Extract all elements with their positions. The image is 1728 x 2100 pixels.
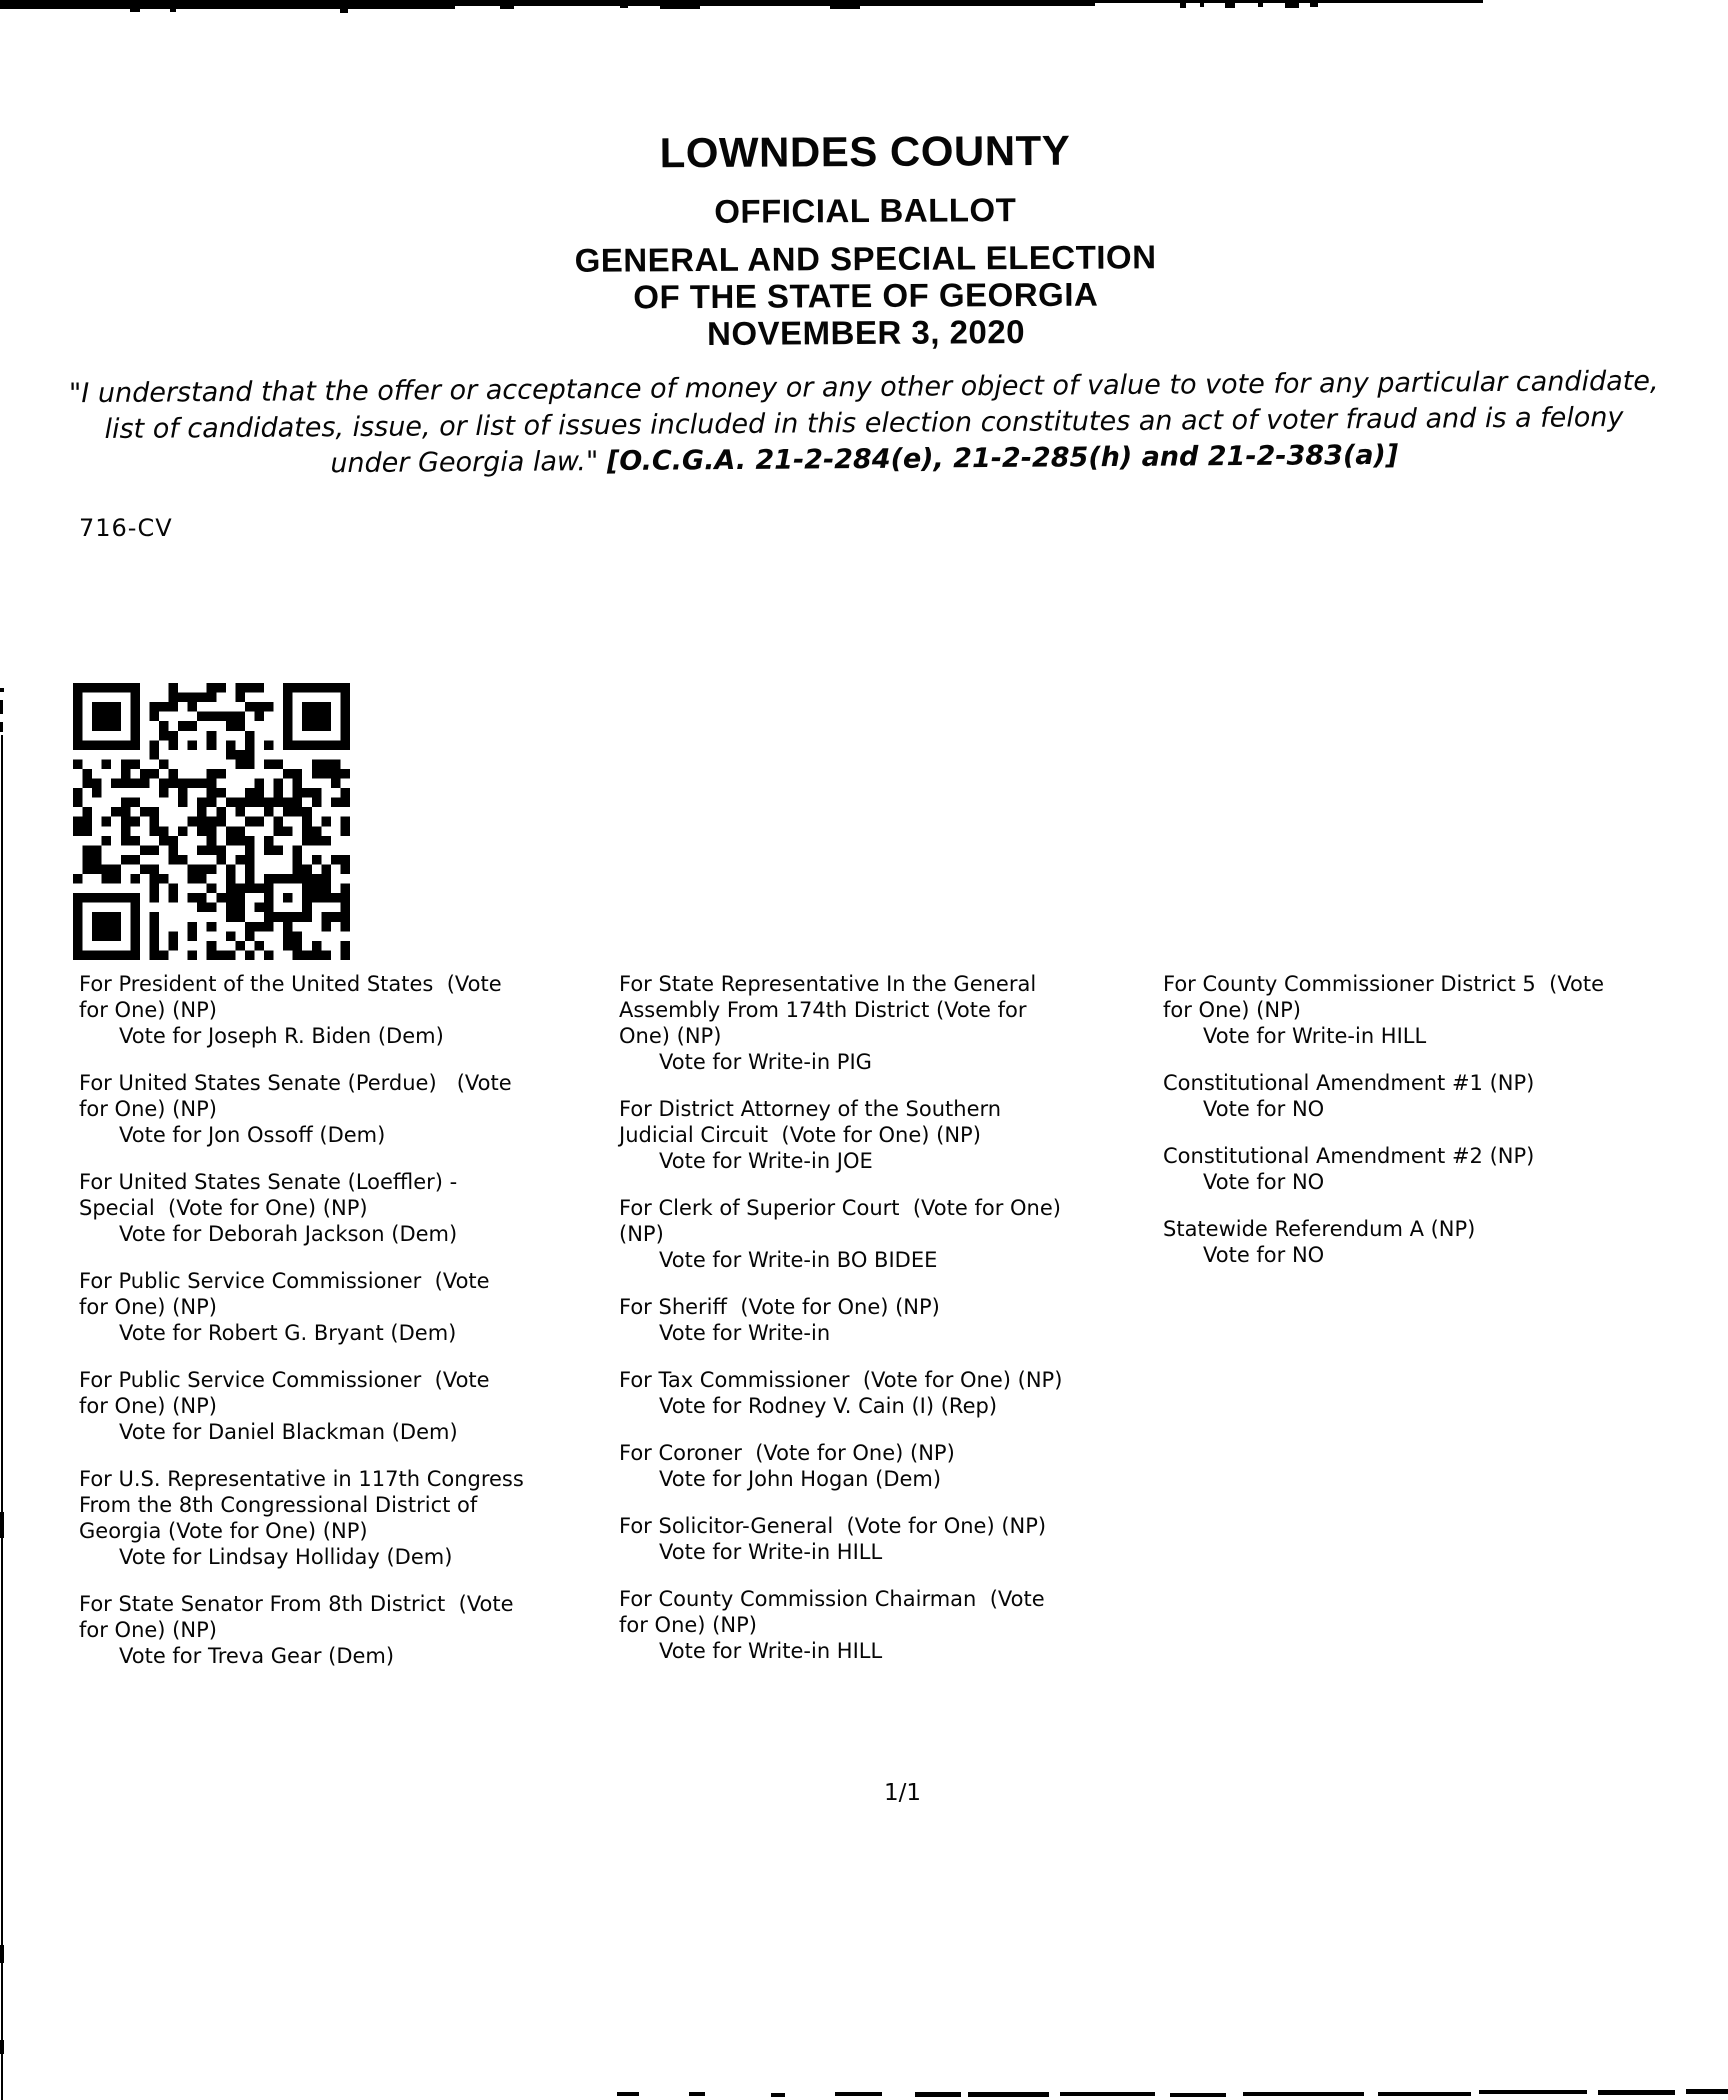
contest xyxy=(1163,971,1728,1049)
election-date: NOVEMBER 3, 2020 xyxy=(706,313,1026,352)
contest-selection: Vote for Write-in HILL xyxy=(1203,1024,1427,1048)
scan-mark xyxy=(1378,2092,1471,2096)
scan-mark xyxy=(620,5,628,8)
contest-title-line: For President of the United States (Vote xyxy=(79,972,502,996)
scan-mark xyxy=(0,1512,4,1538)
contest-selection: Vote for Write-in HILL xyxy=(659,1639,883,1663)
scan-mark xyxy=(835,2092,882,2096)
contest-selection: Vote for Jon Ossoff (Dem) xyxy=(119,1123,386,1147)
contest-title-line: Assembly From 174th District (Vote for xyxy=(619,998,1027,1022)
voter-fraud-disclaimer xyxy=(54,364,1675,485)
contest-title-line: For County Commission Chairman (Vote xyxy=(619,1587,1045,1611)
scan-mark xyxy=(1686,2089,1728,2094)
scan-mark xyxy=(455,0,1095,6)
contest-title-line: for One) (NP) xyxy=(619,1613,757,1637)
contest xyxy=(79,1591,611,1669)
scan-mark xyxy=(170,9,176,12)
contest xyxy=(79,1367,611,1445)
scan-mark xyxy=(0,688,4,692)
scan-mark xyxy=(968,2092,1049,2097)
contest-title-line: (NP) xyxy=(619,1222,664,1246)
contest-title-line: For Tax Commissioner (Vote for One) (NP) xyxy=(619,1368,1063,1392)
scan-mark xyxy=(0,722,3,732)
contest-title-line: Constitutional Amendment #2 (NP) xyxy=(1163,1144,1535,1168)
contest-title-line: For District Attorney of the Southern xyxy=(619,1097,1002,1121)
contest xyxy=(79,1466,611,1570)
contest-selection: Vote for Write-in PIG xyxy=(659,1050,872,1074)
contest-selection: Vote for Deborah Jackson (Dem) xyxy=(119,1222,458,1246)
contest xyxy=(79,1268,611,1346)
contest-selection: Vote for Joseph R. Biden (Dem) xyxy=(119,1024,444,1048)
contest-title-line: For United States Senate (Perdue) (Vote xyxy=(79,1071,512,1095)
contest-selection: Vote for John Hogan (Dem) xyxy=(659,1467,942,1491)
contest-column-2 xyxy=(619,971,1167,1685)
scan-mark xyxy=(1243,2092,1364,2096)
page-number: 1/1 xyxy=(884,1780,922,1806)
scan-mark xyxy=(1225,3,1235,8)
scan-mark xyxy=(0,0,455,9)
contest xyxy=(619,1440,1167,1492)
contest xyxy=(619,1294,1167,1346)
contest-title-line: for One) (NP) xyxy=(79,1097,217,1121)
contest-selection: Vote for Rodney V. Cain (I) (Rep) xyxy=(659,1394,998,1418)
qr-code-icon xyxy=(73,683,350,960)
scan-mark xyxy=(689,2092,705,2096)
county-title: LOWNDES COUNTY xyxy=(659,126,1071,177)
contest-title-line: for One) (NP) xyxy=(79,1394,217,1418)
contest xyxy=(1163,1216,1728,1268)
scan-mark xyxy=(0,2040,4,2054)
contest-title-line: For State Senator From 8th District (Vote xyxy=(79,1592,514,1616)
contest xyxy=(619,1586,1167,1664)
contest-title-line: For U.S. Representative in 117th Congress xyxy=(79,1467,524,1491)
contest-column-3 xyxy=(1163,971,1728,1289)
contest xyxy=(619,1513,1167,1565)
scan-mark xyxy=(830,5,860,9)
contest xyxy=(619,1367,1167,1419)
scan-mark xyxy=(1,735,3,2100)
contest xyxy=(1163,1070,1728,1122)
scan-mark xyxy=(1479,2090,1587,2094)
scan-mark xyxy=(1310,3,1318,7)
scan-mark xyxy=(1170,2093,1226,2097)
contest-selection: Vote for Treva Gear (Dem) xyxy=(119,1644,395,1668)
election-name-line2: OF THE STATE OF GEORGIA xyxy=(633,275,1099,316)
contest xyxy=(619,971,1167,1075)
scan-mark xyxy=(660,5,700,9)
scan-mark xyxy=(1060,2092,1155,2096)
contest xyxy=(1163,1143,1728,1195)
disclaimer-line2: list of candidates, issue, or list of issues included in this election constitutes an act of voter fraud and is a felony xyxy=(104,402,1624,445)
contest-title-line: for One) (NP) xyxy=(79,1295,217,1319)
election-name xyxy=(1,235,1728,357)
scan-mark xyxy=(617,2092,639,2096)
contest-title-line: For Sheriff (Vote for One) (NP) xyxy=(619,1295,940,1319)
contest xyxy=(79,971,611,1049)
contest-title-line: For Solicitor-General (Vote for One) (NP) xyxy=(619,1514,1047,1538)
scan-mark xyxy=(130,9,140,12)
contest-title-line: for One) (NP) xyxy=(79,998,217,1022)
contest xyxy=(79,1070,611,1148)
contest-selection: Vote for Write-in xyxy=(659,1321,831,1345)
contest-title-line: Constitutional Amendment #1 (NP) xyxy=(1163,1071,1535,1095)
scan-mark xyxy=(500,6,514,9)
contest-title-line: for One) (NP) xyxy=(1163,998,1301,1022)
contest-title-line: For United States Senate (Loeffler) - xyxy=(79,1170,458,1194)
contest-selection: Vote for Robert G. Bryant (Dem) xyxy=(119,1321,457,1345)
contest-selection: Vote for NO xyxy=(1203,1170,1325,1194)
scan-mark xyxy=(1258,3,1263,7)
scan-mark xyxy=(1200,3,1204,7)
disclaimer-line1: "I understand that the offer or acceptance of money or any other object of value to vote for any particular candidate, xyxy=(68,365,1659,410)
contest-selection: Vote for Daniel Blackman (Dem) xyxy=(119,1420,458,1444)
contest-selection: Vote for Write-in BO BIDEE xyxy=(659,1248,938,1272)
contest-column-1 xyxy=(79,971,611,1690)
contest-selection: Vote for NO xyxy=(1203,1243,1325,1267)
contest-selection: Vote for Write-in HILL xyxy=(659,1540,883,1564)
contest-selection: Vote for Write-in JOE xyxy=(659,1149,873,1173)
scan-mark xyxy=(0,700,3,714)
contest-title-line: For Public Service Commissioner (Vote xyxy=(79,1368,490,1392)
scan-mark xyxy=(340,9,348,13)
scan-mark xyxy=(1285,3,1299,8)
scan-mark xyxy=(0,1945,4,1963)
contest-title-line: From the 8th Congressional District of xyxy=(79,1493,478,1517)
contest-title-line: Judicial Circuit (Vote for One) (NP) xyxy=(619,1123,981,1147)
election-name-line1: GENERAL AND SPECIAL ELECTION xyxy=(574,238,1157,279)
contest xyxy=(619,1195,1167,1273)
legal-citation: [O.C.G.A. 21-2-284(e), 21-2-285(h) and 21-2-383(a)] xyxy=(606,439,1399,478)
contest-title-line: For Clerk of Superior Court (Vote for One) xyxy=(619,1196,1061,1220)
disclaimer-line3-text: under Georgia law." xyxy=(330,446,608,480)
scan-mark xyxy=(1180,3,1186,8)
contest-title-line: Special (Vote for One) (NP) xyxy=(79,1196,368,1220)
contest-selection: Vote for NO xyxy=(1203,1097,1325,1121)
ballot-style-code: 716-CV xyxy=(79,514,173,542)
contest-selection: Vote for Lindsay Holliday (Dem) xyxy=(119,1545,453,1569)
contest-title-line: Georgia (Vote for One) (NP) xyxy=(79,1519,368,1543)
official-ballot-label: OFFICIAL BALLOT xyxy=(714,191,1017,230)
contest-title-line: One) (NP) xyxy=(619,1024,722,1048)
scan-mark xyxy=(1598,2090,1675,2095)
contest-title-line: For State Representative In the General xyxy=(619,972,1037,996)
scan-mark xyxy=(771,2093,785,2097)
contest-title-line: For County Commissioner District 5 (Vote xyxy=(1163,972,1605,996)
contest-title-line: Statewide Referendum A (NP) xyxy=(1163,1217,1476,1241)
contest xyxy=(79,1169,611,1247)
contest-title-line: for One) (NP) xyxy=(79,1618,217,1642)
contest xyxy=(619,1096,1167,1174)
contest-title-line: For Public Service Commissioner (Vote xyxy=(79,1269,490,1293)
contest-title-line: For Coroner (Vote for One) (NP) xyxy=(619,1441,955,1465)
scan-mark xyxy=(915,2092,961,2097)
